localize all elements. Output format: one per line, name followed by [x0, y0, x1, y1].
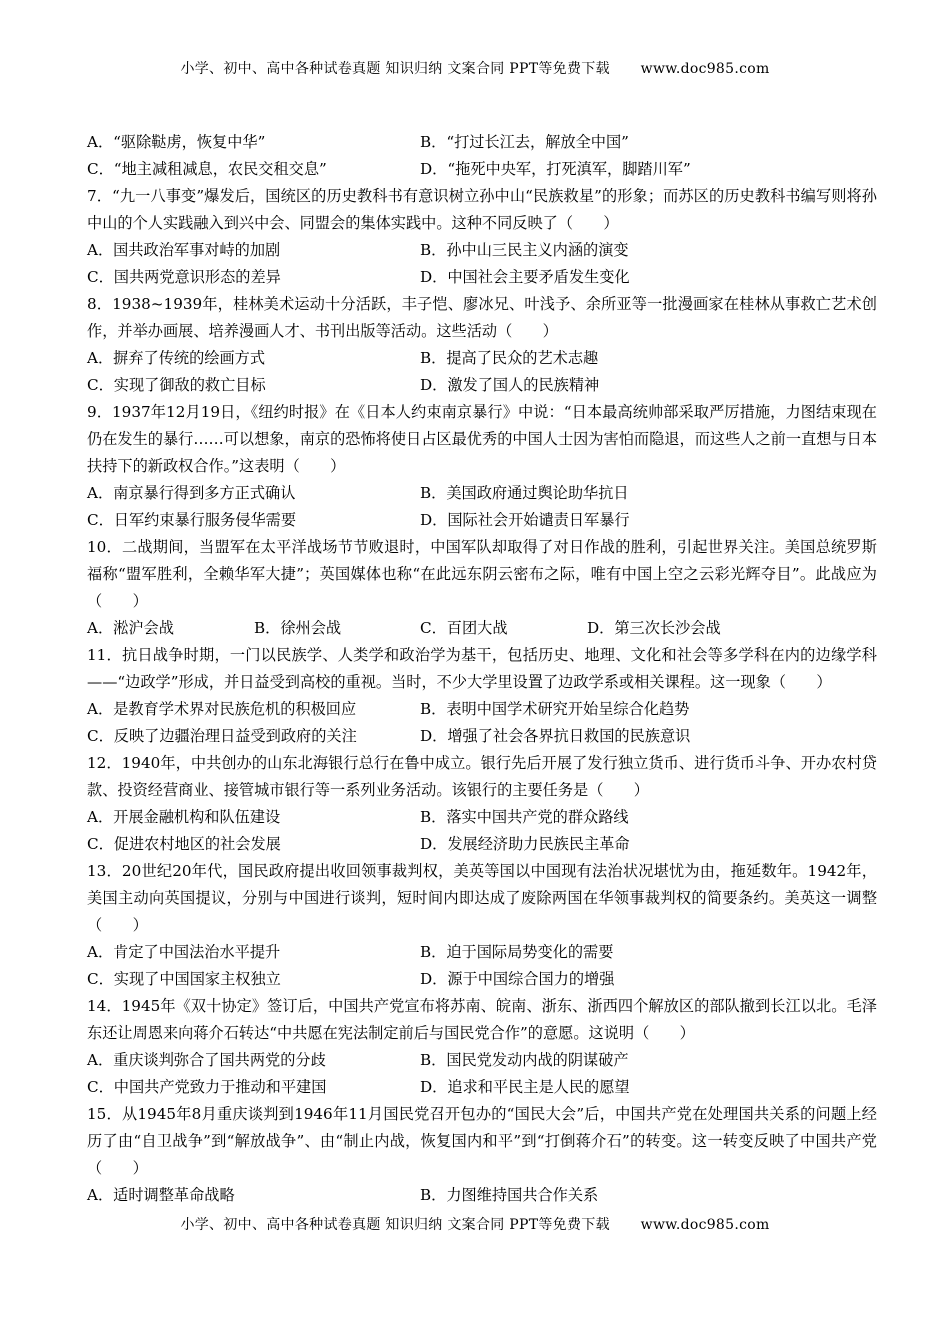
question-options: [87, 345, 877, 399]
option-b: B．国民党发动内战的阴谋破产: [420, 1051, 629, 1069]
option-a: A．肯定了中国法治水平提升: [87, 943, 281, 961]
question-options: [87, 480, 877, 534]
header-site-link[interactable]: www.doc985.com: [640, 61, 770, 77]
question-14: [87, 993, 877, 1101]
question-9: [87, 399, 877, 534]
question-options: [87, 939, 877, 993]
option-c: C．日军约束暴行服务侵华需要: [87, 511, 297, 529]
question-stem: 7．“九一八事变”爆发后，国统区的历史教科书有意识树立孙中山“民族救星”的形象；而苏区的历史教科书编写则将孙中山的个人实践融入到兴中会、同盟会的集体实践中。这种不同反映了（ ）: [87, 187, 877, 232]
option-b: B．徐州会战: [254, 619, 342, 637]
option-d: D．发展经济助力民族民主革命: [420, 835, 630, 853]
question-12: [87, 750, 877, 858]
question-options: [87, 237, 877, 291]
option-c: C．反映了边疆治理日益受到政府的关注: [87, 727, 357, 745]
option-d: D．追求和平民主是人民的愿望: [420, 1078, 630, 1096]
footer-site-link[interactable]: www.doc985.com: [640, 1217, 770, 1233]
question-options: [87, 804, 877, 858]
option-a: A．是教育学术界对民族危机的积极回应: [87, 700, 357, 718]
question-13: [87, 858, 877, 993]
option-d: D．“拖死中央军，打死滇军，脚踏川军”: [420, 160, 691, 178]
question-stem: 14．1945年《双十协定》签订后，中国共产党宣布将苏南、皖南、浙东、浙西四个解放区的部队撤到长江以北。毛泽东还让周恩来向蒋介石转达“中共愿在宪法制定前后与国民党合作”的意愿。这说明（ ）: [87, 997, 877, 1042]
option-c: C．中国共产党致力于推动和平建国: [87, 1078, 327, 1096]
question-10: [87, 534, 877, 642]
option-b: B．迫于国际局势变化的需要: [420, 943, 614, 961]
option-c: C．“地主减租减息，农民交租交息”: [87, 160, 327, 178]
question-stem: 12．1940年，中共创办的山东北海银行总行在鲁中成立。银行先后开展了发行独立货币、进行货币斗争、开办农村贷款、投资经营商业、接管城市银行等一系列业务活动。该银行的主要任务是（ ）: [87, 754, 877, 799]
option-a: A．摒弃了传统的绘画方式: [87, 349, 266, 367]
option-a: A．适时调整革命战略: [87, 1186, 235, 1204]
option-b: B．力图维持国共合作关系: [420, 1186, 599, 1204]
option-b: B．表明中国学术研究开始呈综合化趋势: [420, 700, 690, 718]
footer-text: 小学、初中、高中各种试卷真题 知识归纳 文案合同 PPT等免费下载: [180, 1217, 610, 1233]
option-d: D．中国社会主要矛盾发生变化: [420, 268, 630, 286]
header-text: 小学、初中、高中各种试卷真题 知识归纳 文案合同 PPT等免费下载: [180, 61, 610, 77]
question-8: [87, 291, 877, 399]
option-c: C．实现了御敌的救亡目标: [87, 376, 266, 394]
question-content: [87, 129, 877, 1209]
option-d: D．源于中国综合国力的增强: [420, 970, 615, 988]
option-b: B．孙中山三民主义内涵的演变: [420, 241, 629, 259]
option-d: D．增强了社会各界抗日救国的民族意识: [420, 727, 691, 745]
question-stem: 9．1937年12月19日，《纽约时报》在《日本人约束南京暴行》中说：“日本最高统帅部采取严厉措施，力图结束现在仍在发生的暴行……可以想象，南京的恐怖将使日占区最优秀的中国人士因为害怕而隐退，而这些人之前一直想与日本扶持下的新政权合作。”这表明（ ）: [87, 403, 877, 475]
option-a: A．开展金融机构和队伍建设: [87, 808, 281, 826]
option-a: A．淞沪会战: [87, 619, 174, 637]
question-options: [87, 1182, 877, 1209]
question-stem: 15．从1945年8月重庆谈判到1946年11月国民党召开包办的“国民大会”后，中国共产党在处理国共关系的问题上经历了由“自卫战争”到“解放战争”、由“制止内战，恢复国内和平”到“打倒蒋介石”的转变。这一转变反映了中国共产党（ ）: [87, 1105, 877, 1177]
option-a: A．国共政治军事对峙的加剧: [87, 241, 281, 259]
question-options: [87, 1047, 877, 1101]
option-d: D．国际社会开始谴责日军暴行: [420, 511, 630, 529]
question-options: [87, 615, 877, 642]
top-options: [87, 129, 877, 183]
question-stem: 8．1938~1939年，桂林美术运动十分活跃，丰子恺、廖冰兄、叶浅予、余所亚等一批漫画家在桂林从事救亡艺术创作，并举办画展、培养漫画人才、书刊出版等活动。这些活动（ ）: [87, 295, 877, 340]
option-a: A．南京暴行得到多方正式确认: [87, 484, 296, 502]
question-stem: 13．20世纪20年代，国民政府提出收回领事裁判权，美英等国以中国现有法治状况堪忧为由，拖延数年。1942年，美国主动向英国提议，分别与中国进行谈判，短时间内即达成了废除两国在华领事裁判权的简要条约。美英这一调整（ ）: [87, 862, 877, 934]
option-a: A．“驱除鞑虏，恢复中华”: [87, 133, 266, 151]
option-d: D．第三次长沙会战: [587, 619, 721, 637]
question-7: [87, 183, 877, 291]
option-c: C．国共两党意识形态的差异: [87, 268, 281, 286]
option-b: B．“打过长江去，解放全中国”: [420, 133, 629, 151]
question-stem: 11．抗日战争时期，一门以民族学、人类学和政治学为基干，包括历史、地理、文化和社会等多学科在内的边缘学科——“边政学”形成，并日益受到高校的重视。当时，不少大学里设置了边政学系或相关课程。这一现象（ ）: [87, 646, 877, 691]
option-c: C．促进农村地区的社会发展: [87, 835, 281, 853]
page-footer: [0, 1214, 950, 1234]
question-15: [87, 1101, 877, 1209]
option-b: B．美国政府通过舆论助华抗日: [420, 484, 629, 502]
question-stem: 10．二战期间，当盟军在太平洋战场节节败退时，中国军队却取得了对日作战的胜利，引起世界关注。美国总统罗斯福称“盟军胜利，全赖华军大捷”；英国媒体也称“在此远东阴云密布之际，唯有中国上空之云彩光辉夺目”。此战应为（ ）: [87, 538, 877, 610]
option-b: B．提高了民众的艺术志趣: [420, 349, 599, 367]
question-options: [87, 696, 877, 750]
page-header: [0, 58, 950, 78]
option-d: D．激发了国人的民族精神: [420, 376, 600, 394]
question-11: [87, 642, 877, 750]
option-c: C．百团大战: [420, 619, 508, 637]
option-a: A．重庆谈判弥合了国共两党的分歧: [87, 1051, 326, 1069]
option-b: B．落实中国共产党的群众路线: [420, 808, 629, 826]
option-c: C．实现了中国国家主权独立: [87, 970, 281, 988]
